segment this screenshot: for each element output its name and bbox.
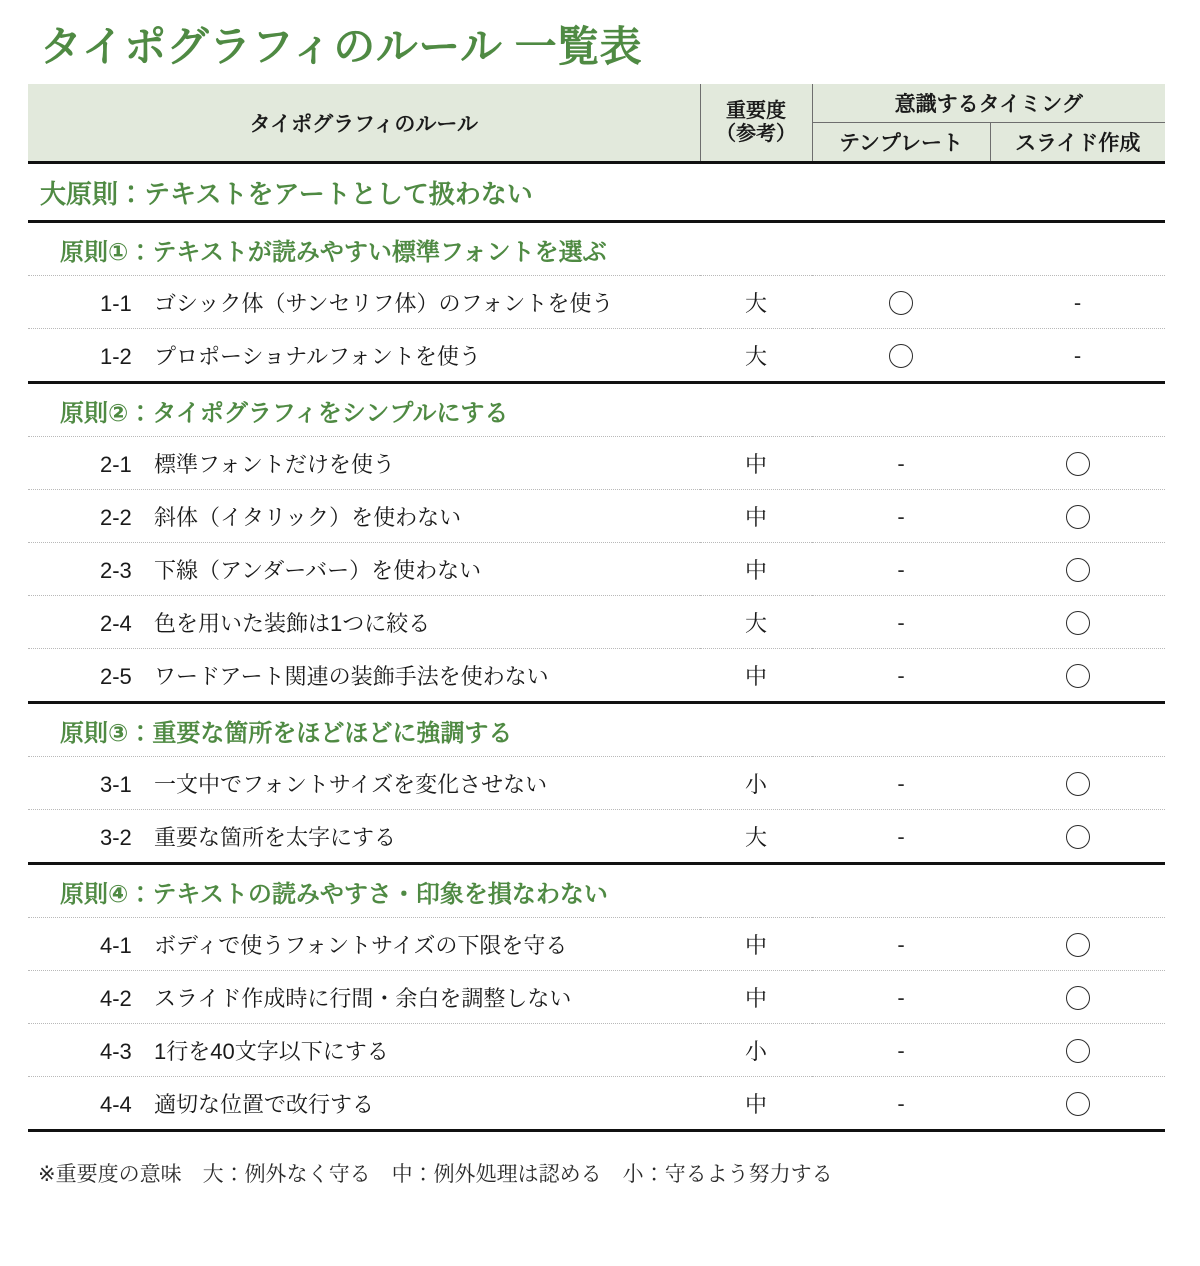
table-row: [28, 543, 1165, 596]
column-header-importance-line1: 重要度: [726, 99, 786, 122]
rule-label: ゴシック体（サンセリフ体）のフォントを使う: [154, 290, 614, 316]
importance-cell: 中: [700, 490, 812, 543]
rule-label: プロポーショナルフォントを使う: [154, 343, 481, 369]
importance-cell: 中: [700, 543, 812, 596]
table-row: [28, 971, 1165, 1024]
rule-cell: [28, 757, 700, 810]
circle-mark-icon: [1066, 772, 1090, 796]
timing-slide-cell: [990, 757, 1165, 810]
circle-mark-icon: [1066, 611, 1090, 635]
timing-slide-cell: [990, 596, 1165, 649]
column-header-importance: [700, 84, 812, 163]
table-row: [28, 276, 1165, 329]
timing-slide-cell: [990, 1077, 1165, 1131]
rule-label: 斜体（イタリック）を使わない: [154, 504, 462, 530]
column-header-importance-line2: （参考）: [716, 122, 796, 145]
rule-number: 4-3: [100, 1038, 132, 1064]
rule-label: 1行を40文字以下にする: [154, 1038, 389, 1064]
dash-mark-icon: -: [897, 932, 905, 958]
rule-label: 一文中でフォントサイズを変化させない: [154, 771, 548, 797]
dash-mark-icon: -: [897, 663, 905, 689]
table-row: [28, 918, 1165, 971]
circle-mark-icon: [1066, 986, 1090, 1010]
page-title: タイポグラフィのルール 一覧表: [40, 23, 643, 70]
rule-label: 重要な箇所を太字にする: [154, 824, 397, 850]
table-row: [28, 490, 1165, 543]
importance-cell: 大: [700, 810, 812, 864]
importance-cell: 大: [700, 596, 812, 649]
timing-slide-cell: [990, 437, 1165, 490]
table-row: [28, 810, 1165, 864]
rule-number: 2-2: [100, 504, 132, 530]
table-row: [28, 596, 1165, 649]
rule-label: 標準フォントだけを使う: [154, 451, 395, 477]
rule-number: 3-2: [100, 824, 132, 850]
master-principle-label: 大原則：テキストをアートとして扱わない: [28, 163, 1165, 222]
timing-template-cell: [812, 437, 990, 490]
timing-template-cell: [812, 490, 990, 543]
table-row: [28, 437, 1165, 490]
dash-mark-icon: -: [897, 504, 905, 530]
importance-cell: 中: [700, 918, 812, 971]
rule-number: 2-5: [100, 663, 132, 689]
importance-cell: 大: [700, 276, 812, 329]
timing-template-cell: [812, 649, 990, 703]
table-row: [28, 757, 1165, 810]
timing-template-cell: [812, 1024, 990, 1077]
table-row: [28, 649, 1165, 703]
rule-cell: [28, 649, 700, 703]
timing-template-cell: [812, 810, 990, 864]
rule-cell: [28, 971, 700, 1024]
table-header: [28, 84, 1165, 163]
timing-template-cell: [812, 1077, 990, 1131]
timing-slide-cell: [990, 329, 1165, 383]
principle-heading-row: [28, 383, 1165, 437]
rule-cell: [28, 276, 700, 329]
circle-mark-icon: [1066, 825, 1090, 849]
timing-slide-cell: [990, 490, 1165, 543]
dash-mark-icon: -: [1073, 290, 1082, 316]
rule-number: 2-1: [100, 451, 132, 477]
rules-table: [28, 84, 1165, 1132]
column-header-timing-template: テンプレート: [812, 123, 990, 163]
dash-mark-icon: -: [897, 451, 905, 477]
master-principle-row: [28, 163, 1165, 222]
rule-number: 3-1: [100, 771, 132, 797]
timing-template-cell: [812, 596, 990, 649]
timing-slide-cell: [990, 1024, 1165, 1077]
rule-cell: [28, 437, 700, 490]
importance-cell: 小: [700, 1024, 812, 1077]
circle-mark-icon: [1066, 505, 1090, 529]
rule-cell: [28, 1077, 700, 1131]
rule-number: 4-1: [100, 932, 132, 958]
principle-heading-row: [28, 864, 1165, 918]
dash-mark-icon: -: [897, 771, 905, 797]
rule-number: 1-1: [100, 290, 132, 316]
importance-cell: 大: [700, 329, 812, 383]
rule-number: 2-3: [100, 557, 132, 583]
column-header-rule: タイポグラフィのルール: [28, 84, 700, 163]
rule-number: 2-4: [100, 610, 132, 636]
rule-label: 色を用いた装飾は1つに絞る: [154, 610, 431, 636]
rule-cell: [28, 596, 700, 649]
rule-cell: [28, 490, 700, 543]
rule-label: スライド作成時に行間・余白を調整しない: [154, 985, 572, 1011]
dash-mark-icon: -: [897, 985, 905, 1011]
dash-mark-icon: -: [897, 557, 905, 583]
importance-cell: 中: [700, 649, 812, 703]
principle-heading-label: 原則④：テキストの読みやすさ・印象を損なわない: [28, 864, 1165, 918]
timing-template-cell: [812, 543, 990, 596]
circle-mark-icon: [889, 291, 913, 315]
principle-heading-row: [28, 703, 1165, 757]
circle-mark-icon: [1066, 933, 1090, 957]
importance-legend-footnote: ※重要度の意味 大：例外なく守る 中：例外処理は認める 小：守るよう努力する: [38, 1163, 833, 1186]
circle-mark-icon: [1066, 1092, 1090, 1116]
dash-mark-icon: -: [1073, 343, 1082, 369]
rule-cell: [28, 329, 700, 383]
rule-cell: [28, 543, 700, 596]
importance-cell: 中: [700, 1077, 812, 1131]
circle-mark-icon: [889, 344, 913, 368]
timing-slide-cell: [990, 810, 1165, 864]
table-header-row-1: [28, 84, 1165, 123]
table-body: [28, 163, 1165, 1131]
rule-label: 適切な位置で改行する: [154, 1091, 375, 1117]
importance-cell: 中: [700, 437, 812, 490]
timing-template-cell: [812, 757, 990, 810]
timing-slide-cell: [990, 276, 1165, 329]
timing-template-cell: [812, 329, 990, 383]
importance-cell: 中: [700, 971, 812, 1024]
timing-template-cell: [812, 276, 990, 329]
dash-mark-icon: -: [897, 824, 905, 850]
table-row: [28, 1077, 1165, 1131]
principle-heading-row: [28, 222, 1165, 276]
rule-label: ボディで使うフォントサイズの下限を守る: [154, 932, 568, 958]
rule-label: 下線（アンダーバー）を使わない: [154, 557, 482, 583]
principle-heading-label: 原則①：テキストが読みやすい標準フォントを選ぶ: [28, 222, 1165, 276]
rule-cell: [28, 918, 700, 971]
timing-slide-cell: [990, 649, 1165, 703]
rule-number: 4-2: [100, 985, 132, 1011]
column-header-timing-slide: スライド作成: [990, 123, 1165, 163]
rule-cell: [28, 1024, 700, 1077]
principle-heading-label: 原則③：重要な箇所をほどほどに強調する: [28, 703, 1165, 757]
rule-number: 1-2: [100, 343, 132, 369]
circle-mark-icon: [1066, 558, 1090, 582]
principle-heading-label: 原則②：タイポグラフィをシンプルにする: [28, 383, 1165, 437]
timing-slide-cell: [990, 971, 1165, 1024]
column-header-timing-group: 意識するタイミング: [812, 84, 1165, 123]
table-row: [28, 329, 1165, 383]
timing-template-cell: [812, 918, 990, 971]
timing-template-cell: [812, 971, 990, 1024]
dash-mark-icon: -: [897, 610, 905, 636]
timing-slide-cell: [990, 918, 1165, 971]
circle-mark-icon: [1066, 664, 1090, 688]
rule-number: 4-4: [100, 1091, 132, 1117]
circle-mark-icon: [1066, 1039, 1090, 1063]
rule-label: ワードアート関連の装飾手法を使わない: [154, 663, 549, 689]
timing-slide-cell: [990, 543, 1165, 596]
dash-mark-icon: -: [897, 1038, 905, 1064]
table-row: [28, 1024, 1165, 1077]
circle-mark-icon: [1066, 452, 1090, 476]
importance-cell: 小: [700, 757, 812, 810]
dash-mark-icon: -: [897, 1091, 905, 1117]
rule-cell: [28, 810, 700, 864]
